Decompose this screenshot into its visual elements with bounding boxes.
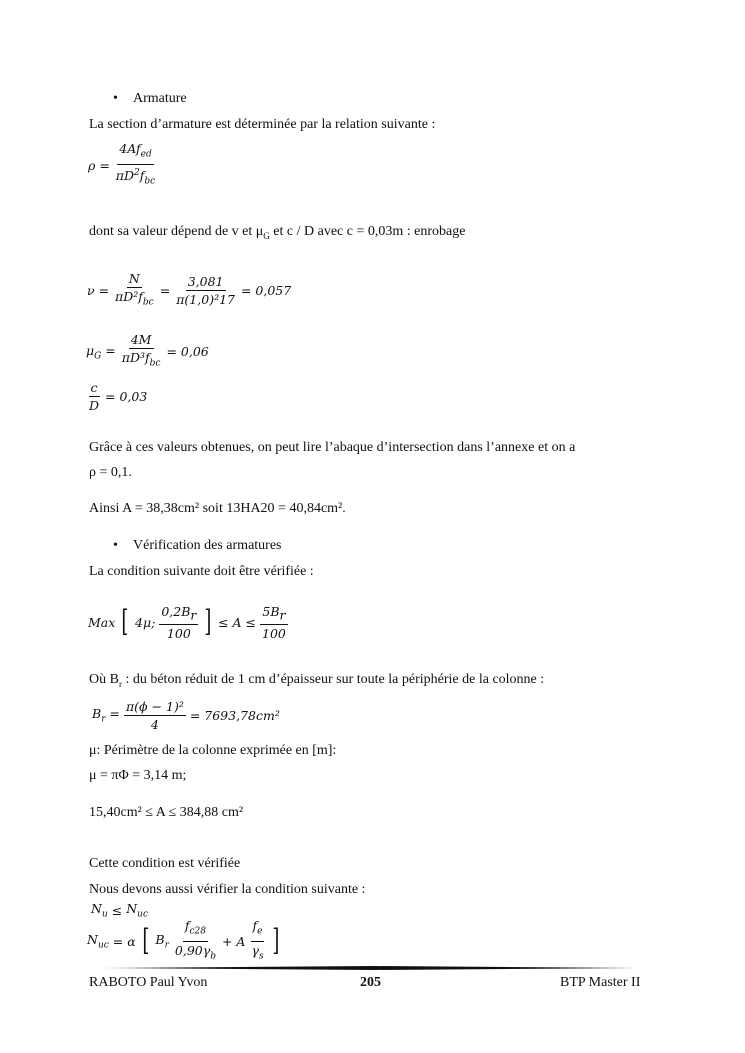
equation-mu-g: $\mu_G$ = $\frac{4M}{\pi D^3f_{bc}}$ = 0,06	[86, 332, 209, 369]
paragraph-ainsi: Ainsi A = 38,38cm² soit 13HA20 = 40,84cm².	[89, 501, 346, 516]
equation-rho: ρ = $\frac{4Af_{ed}}{\pi D^2f_{bc}}$	[88, 141, 157, 189]
footer-divider	[103, 966, 643, 970]
paragraph-grace-line2: ρ = 0,1.	[89, 465, 132, 480]
bullet-armature	[133, 91, 187, 107]
paragraph-mu-value: μ = πΦ = 3,14 m;	[89, 768, 187, 783]
equation-br: $B_r$ = $\frac{\text{π(ϕ − 1)²}}{4}$ = 7693,78cm²	[92, 699, 280, 732]
paragraph-mu-definition: μ: Périmètre de la colonne exprimée en [m]:	[89, 743, 337, 758]
footer-author: RABOTO Paul Yvon	[89, 975, 208, 990]
equation-c-over-d: $\frac{c}{D}$ = 0,03	[89, 380, 148, 413]
equation-max: Max [ 4μ; $\frac{0,2B_r}{100}$ ] ≤ A ≤ $\frac{5B_r}{100}$	[88, 604, 286, 641]
bullet-armature-text: Armature	[133, 91, 187, 106]
equation-nu: ν = $\frac{N}{\pi D^2f_{bc}}$ = $\frac{3,081}{\text{π(1,0)²17}}$ = 0,057	[87, 271, 292, 308]
footer-course: BTP Master II	[560, 975, 641, 990]
equation-nuc: $N_{uc}$ = α [ $B_r$ $\frac{f_{c28}}{0,90\gamma_b}$ + A $\frac{f_e}{\gamma_s}$ ]	[87, 918, 279, 961]
paragraph-verifiee: Cette condition est vérifiée	[89, 856, 241, 871]
paragraph-grace-line1: Grâce à ces valeurs obtenues, on peut lire l’abaque d’intersection dans l’annexe et on a	[89, 440, 576, 455]
paragraph-dont: dont sa valeur dépend de v et $\mu_G$ et c / D avec c = 0,03m : enrobage	[89, 224, 466, 241]
paragraph-range: 15,40cm² ≤ A ≤ 384,88 cm²	[89, 805, 244, 820]
bullet-verification: • Vérification des armatures	[133, 538, 282, 554]
paragraph-ou-br: Où $B_r$ : du béton réduit de 1 cm d’épaisseur sur toute la périphérie de la colonne :	[89, 672, 545, 689]
paragraph-condition: La condition suivante doit être vérifiée :	[89, 564, 314, 579]
equation-nu-le-nuc: $N_u$ ≤ $N_{uc}$	[91, 901, 148, 920]
paragraph-nous: Nous devons aussi vérifier la condition suivante :	[89, 882, 366, 897]
fraction-rho: $\frac{4Af_{ed}}{\pi D^2f_{bc}}$	[115, 141, 156, 187]
paragraph-section: La section d’armature est déterminée par la relation suivante :	[89, 117, 436, 132]
footer-page-number: 205	[360, 975, 381, 990]
